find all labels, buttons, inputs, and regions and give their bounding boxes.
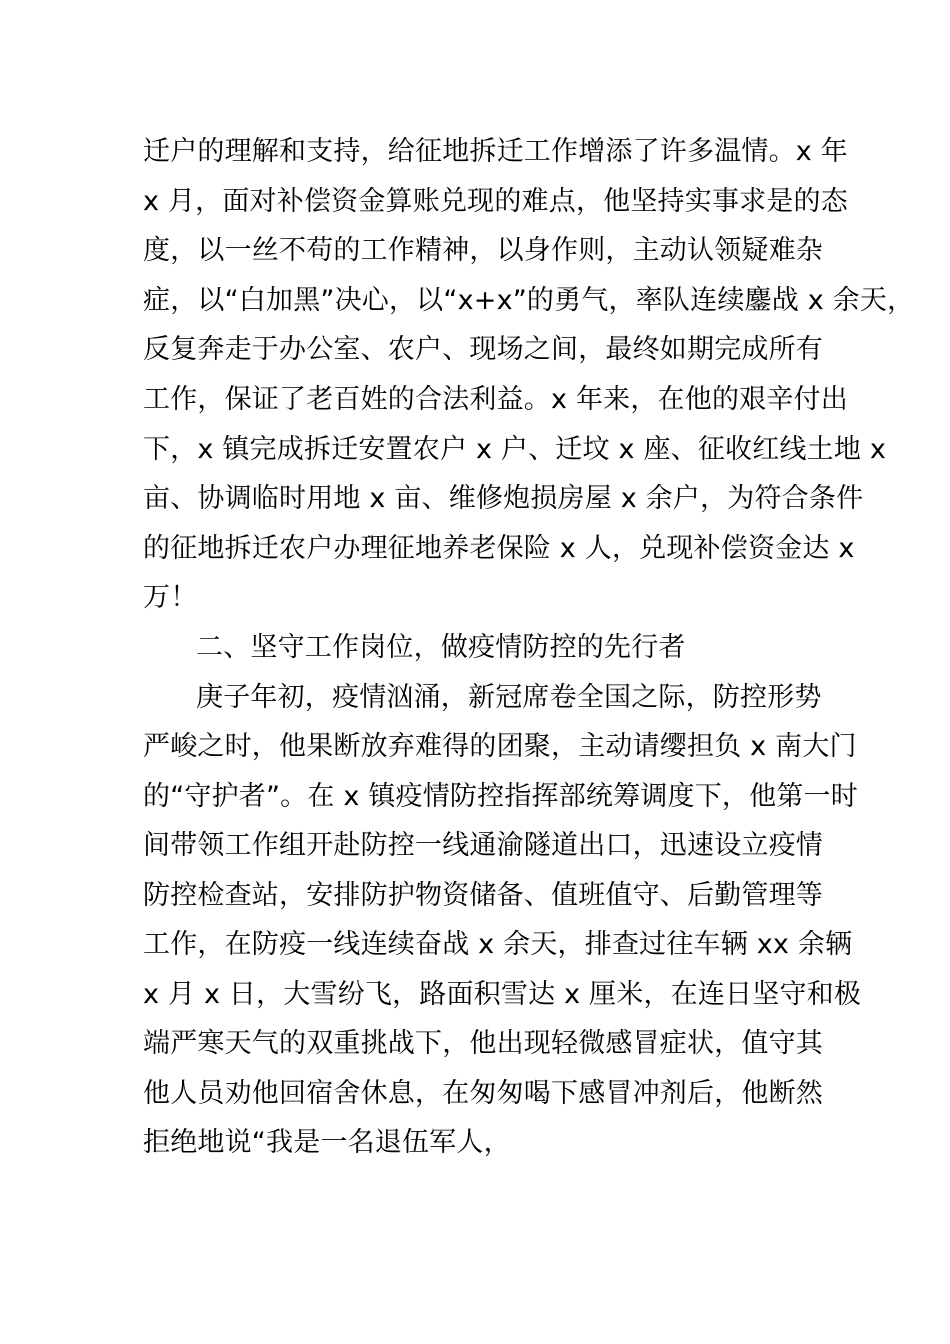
para2-line-3: 的“守护者”。在 x 镇疫情防控指挥部统筹调度下，他第一时: [143, 781, 858, 812]
body-line-8: 亩、协调临时用地 x 亩、维修炮损房屋 x 余户，为符合条件: [143, 483, 864, 514]
body-line-9: 的征地拆迁农户办理征地养老保险 x 人，兑现补偿资金达 x: [143, 533, 855, 564]
para2-line-8: 端严寒天气的双重挑战下，他出现轻微感冒症状，值守其: [143, 1028, 823, 1059]
para2-line-10: 拒绝地说“我是一名退伍军人，: [143, 1127, 511, 1158]
para2-line-1: 庚子年初，疫情汹涌，新冠席卷全国之际，防控形势: [196, 682, 822, 713]
body-line-2: x 月，面对补偿资金算账兑现的难点，他坚持实事求是的态: [143, 186, 848, 217]
body-line-10: 万！: [143, 582, 198, 613]
section-heading: 二、坚守工作岗位，做疫情防控的先行者: [196, 632, 686, 663]
body-line-4: 症，以“白加黑”决心，以“x+x”的勇气，率队连续鏖战 x 余天，: [143, 285, 915, 316]
para2-line-6: 工作，在防疫一线连续奋战 x 余天，排查过往车辆 xx 余辆: [143, 929, 853, 960]
body-line-7: 下，x 镇完成拆迁安置农户 x 户、迁坟 x 座、征收红线土地 x: [143, 434, 887, 465]
body-line-5: 反复奔走于办公室、农户、现场之间，最终如期完成所有: [143, 334, 823, 365]
para2-line-2: 严峻之时，他果断放弃难得的团聚，主动请缨担负 x 南大门: [143, 731, 857, 762]
para2-line-9: 他人员劝他回宿舍休息，在匆匆喝下感冒冲剂后，他断然: [143, 1078, 823, 1109]
para2-line-5: 防控检查站，安排防护物资储备、值班值守、后勤管理等: [143, 880, 823, 911]
body-line-6: 工作，保证了老百姓的合法利益。x 年来，在他的艰辛付出: [143, 384, 848, 415]
para2-line-4: 间带领工作组开赴防控一线通渝隧道出口，迅速设立疫情: [143, 830, 823, 861]
body-line-1: 迁户的理解和支持，给征地拆迁工作增添了许多温情。x 年: [143, 136, 848, 167]
para2-line-7: x 月 x 日，大雪纷飞，路面积雪达 x 厘米，在连日坚守和极: [143, 979, 862, 1010]
body-line-3: 度，以一丝不苟的工作精神，以身作则，主动认领疑难杂: [143, 235, 823, 266]
